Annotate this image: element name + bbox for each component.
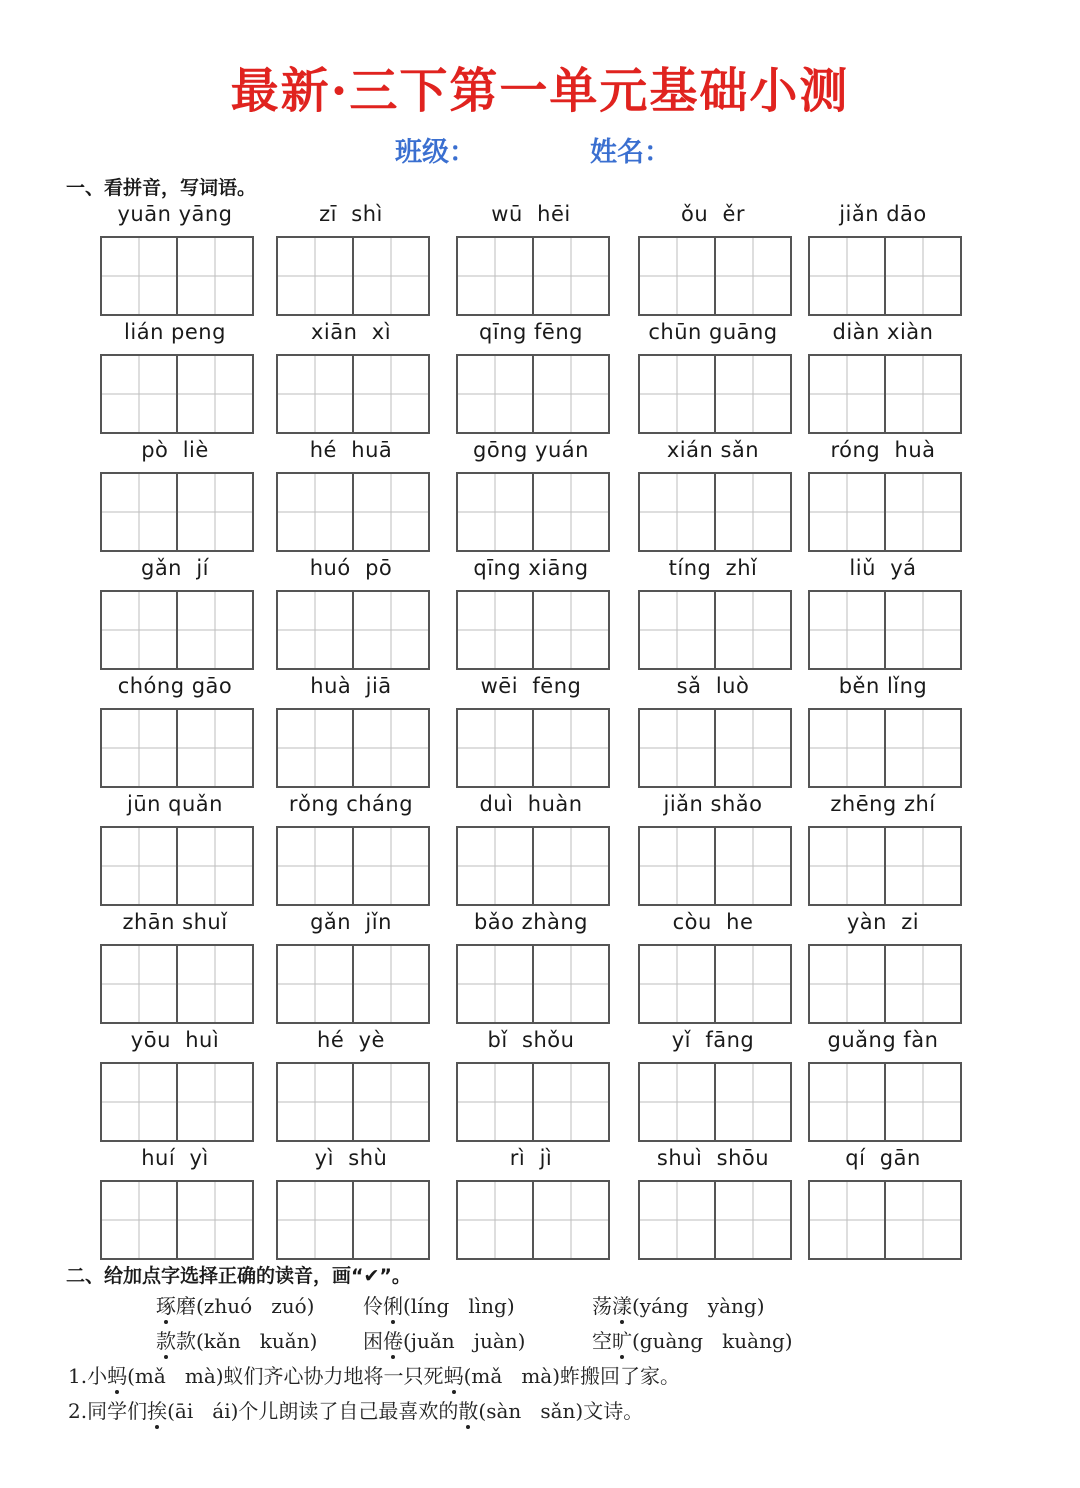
pinyin-label: hé huā bbox=[309, 438, 393, 462]
tianzige-box[interactable] bbox=[532, 1182, 608, 1258]
tianzige-box[interactable] bbox=[532, 1064, 608, 1140]
pinyin-label: xiān xì bbox=[310, 320, 392, 344]
tianzige-box[interactable] bbox=[884, 946, 960, 1022]
tianzige-box[interactable] bbox=[714, 474, 790, 550]
tianzige-box[interactable] bbox=[714, 356, 790, 432]
tianzige-boxes bbox=[638, 590, 792, 670]
tianzige-boxes bbox=[638, 1062, 792, 1142]
tianzige-boxes bbox=[100, 944, 254, 1024]
tianzige-box[interactable] bbox=[884, 474, 960, 550]
choice-item bbox=[363, 1290, 515, 1319]
choice-word-char: 空 bbox=[592, 1329, 612, 1353]
tianzige-box[interactable] bbox=[278, 1064, 352, 1140]
sentence-text: (mǎ mà)蚁们齐心协力地将一只死 bbox=[127, 1364, 444, 1388]
pinyin-label: huà jiā bbox=[310, 674, 392, 698]
dotted-char: 散 bbox=[458, 1399, 479, 1423]
tianzige-boxes bbox=[276, 708, 430, 788]
tianzige-boxes bbox=[276, 1062, 430, 1142]
choice-word-char: 俐 bbox=[383, 1294, 403, 1318]
tianzige-box[interactable] bbox=[102, 238, 176, 314]
tianzige-boxes bbox=[100, 1062, 254, 1142]
tianzige-box[interactable] bbox=[278, 946, 352, 1022]
choice-word-char: 荡 bbox=[592, 1294, 612, 1318]
tianzige-boxes bbox=[456, 944, 610, 1024]
tianzige-box[interactable] bbox=[810, 1182, 884, 1258]
tianzige-box[interactable] bbox=[884, 828, 960, 904]
choice-word-char: 倦 bbox=[383, 1329, 403, 1353]
pinyin-label: zī shì bbox=[319, 202, 383, 226]
pinyin-label: jūn quǎn bbox=[127, 792, 223, 816]
tianzige-box[interactable] bbox=[102, 946, 176, 1022]
tianzige-box[interactable] bbox=[278, 1182, 352, 1258]
choice-word-char: 款 bbox=[156, 1329, 176, 1353]
tianzige-box[interactable] bbox=[810, 710, 884, 786]
tianzige-boxes bbox=[638, 1180, 792, 1260]
tianzige-box[interactable] bbox=[810, 356, 884, 432]
pinyin-label: lián peng bbox=[124, 320, 226, 344]
tianzige-box[interactable] bbox=[884, 1182, 960, 1258]
pinyin-label: guǎng fàn bbox=[827, 1028, 939, 1052]
tianzige-boxes bbox=[456, 826, 610, 906]
section2-heading: 二、给加点字选择正确的读音，画“✔”。 bbox=[66, 1265, 411, 1287]
tianzige-box[interactable] bbox=[278, 356, 352, 432]
tianzige-box[interactable] bbox=[884, 710, 960, 786]
dotted-char: 挨 bbox=[147, 1399, 168, 1423]
tianzige-boxes bbox=[276, 354, 430, 434]
tianzige-box[interactable] bbox=[714, 238, 790, 314]
pinyin-label: liǔ yá bbox=[849, 556, 917, 580]
choice-word-char: 旷 bbox=[612, 1329, 632, 1353]
choice-options[interactable]: (zhuó zuó) bbox=[196, 1294, 315, 1318]
tianzige-boxes bbox=[808, 944, 962, 1024]
section1-heading: 一、看拼音，写词语。 bbox=[66, 177, 257, 199]
pinyin-label: qīng fēng bbox=[479, 320, 583, 344]
pinyin-label: còu he bbox=[672, 910, 754, 934]
tianzige-box[interactable] bbox=[458, 592, 532, 668]
tianzige-boxes bbox=[276, 826, 430, 906]
sentence-text: (āi ái)个儿朗读了自己最喜欢的 bbox=[167, 1399, 459, 1423]
tianzige-boxes bbox=[456, 1180, 610, 1260]
tianzige-box[interactable] bbox=[176, 356, 252, 432]
pinyin-label: jiǎn dāo bbox=[839, 202, 927, 226]
tianzige-box[interactable] bbox=[352, 828, 428, 904]
tianzige-box[interactable] bbox=[810, 946, 884, 1022]
tianzige-box[interactable] bbox=[458, 474, 532, 550]
choice-item bbox=[592, 1290, 765, 1319]
pinyin-label: yì shù bbox=[314, 1146, 388, 1170]
tianzige-box[interactable] bbox=[352, 238, 428, 314]
tianzige-box[interactable] bbox=[640, 710, 714, 786]
tianzige-boxes bbox=[638, 708, 792, 788]
tianzige-box[interactable] bbox=[640, 238, 714, 314]
choice-word-char: 困 bbox=[363, 1329, 383, 1353]
tianzige-box[interactable] bbox=[102, 356, 176, 432]
tianzige-boxes bbox=[808, 590, 962, 670]
tianzige-box[interactable] bbox=[102, 710, 176, 786]
tianzige-box[interactable] bbox=[176, 1182, 252, 1258]
tianzige-box[interactable] bbox=[640, 1064, 714, 1140]
tianzige-box[interactable] bbox=[278, 828, 352, 904]
tianzige-boxes bbox=[456, 236, 610, 316]
tianzige-box[interactable] bbox=[102, 828, 176, 904]
tianzige-box[interactable] bbox=[714, 710, 790, 786]
tianzige-boxes bbox=[276, 944, 430, 1024]
tianzige-box[interactable] bbox=[102, 474, 176, 550]
tianzige-box[interactable] bbox=[458, 828, 532, 904]
tianzige-box[interactable] bbox=[532, 710, 608, 786]
pinyin-label: běn lǐng bbox=[838, 674, 928, 698]
tianzige-box[interactable] bbox=[714, 828, 790, 904]
sentence-line bbox=[68, 1360, 680, 1389]
choice-options[interactable]: (kǎn kuǎn) bbox=[196, 1329, 318, 1353]
tianzige-box[interactable] bbox=[714, 592, 790, 668]
tianzige-box[interactable] bbox=[810, 1064, 884, 1140]
pinyin-label: jiǎn shǎo bbox=[663, 792, 763, 816]
tianzige-boxes bbox=[100, 708, 254, 788]
choice-item bbox=[592, 1325, 793, 1354]
tianzige-box[interactable] bbox=[884, 356, 960, 432]
tianzige-box[interactable] bbox=[810, 474, 884, 550]
pinyin-label: zhēng zhí bbox=[830, 792, 936, 816]
tianzige-box[interactable] bbox=[532, 592, 608, 668]
tianzige-boxes bbox=[638, 236, 792, 316]
tianzige-boxes bbox=[276, 472, 430, 552]
tianzige-boxes bbox=[456, 590, 610, 670]
tianzige-boxes bbox=[808, 236, 962, 316]
tianzige-boxes bbox=[638, 354, 792, 434]
choice-options[interactable]: (guàng kuàng) bbox=[632, 1329, 793, 1353]
pinyin-label: wū hēi bbox=[491, 202, 571, 226]
sentence-line bbox=[68, 1395, 643, 1424]
choice-item bbox=[156, 1290, 314, 1319]
tianzige-box[interactable] bbox=[352, 1182, 428, 1258]
tianzige-boxes bbox=[276, 590, 430, 670]
pinyin-label: qīng xiāng bbox=[473, 556, 589, 580]
tianzige-box[interactable] bbox=[810, 828, 884, 904]
tianzige-box[interactable] bbox=[458, 1182, 532, 1258]
pinyin-label: gōng yuán bbox=[473, 438, 589, 462]
pinyin-label: pò liè bbox=[141, 438, 209, 462]
pinyin-label: diàn xiàn bbox=[832, 320, 934, 344]
tianzige-box[interactable] bbox=[640, 592, 714, 668]
tianzige-boxes bbox=[456, 472, 610, 552]
tianzige-box[interactable] bbox=[532, 356, 608, 432]
tianzige-box[interactable] bbox=[278, 592, 352, 668]
tianzige-box[interactable] bbox=[352, 946, 428, 1022]
tianzige-boxes bbox=[456, 708, 610, 788]
pinyin-label: chóng gāo bbox=[117, 674, 233, 698]
tianzige-box[interactable] bbox=[352, 474, 428, 550]
tianzige-box[interactable] bbox=[458, 238, 532, 314]
tianzige-box[interactable] bbox=[458, 946, 532, 1022]
tianzige-boxes bbox=[808, 1180, 962, 1260]
tianzige-boxes bbox=[100, 1180, 254, 1260]
pinyin-label: yǐ fāng bbox=[671, 1028, 755, 1052]
tianzige-boxes bbox=[808, 472, 962, 552]
tianzige-boxes bbox=[638, 944, 792, 1024]
tianzige-box[interactable] bbox=[532, 474, 608, 550]
tianzige-boxes bbox=[808, 708, 962, 788]
pinyin-label: duì huàn bbox=[479, 792, 583, 816]
dotted-char: 蚂 bbox=[443, 1364, 464, 1388]
tianzige-box[interactable] bbox=[352, 592, 428, 668]
name-label: 姓名： bbox=[590, 137, 671, 168]
tianzige-box[interactable] bbox=[102, 1182, 176, 1258]
choice-options[interactable]: (juǎn juàn) bbox=[403, 1329, 526, 1353]
pinyin-label: zhān shuǐ bbox=[122, 910, 228, 934]
tianzige-box[interactable] bbox=[884, 1064, 960, 1140]
pinyin-label: rì jì bbox=[509, 1146, 553, 1170]
tianzige-box[interactable] bbox=[102, 592, 176, 668]
pinyin-label: róng huà bbox=[830, 438, 936, 462]
tianzige-box[interactable] bbox=[458, 1064, 532, 1140]
tianzige-box[interactable] bbox=[176, 238, 252, 314]
tianzige-boxes bbox=[100, 472, 254, 552]
pinyin-label: gǎn jǐn bbox=[310, 910, 392, 934]
tianzige-box[interactable] bbox=[278, 238, 352, 314]
choice-item bbox=[363, 1325, 525, 1354]
pinyin-label: ǒu ěr bbox=[680, 202, 746, 226]
class-label: 班级： bbox=[395, 137, 476, 168]
tianzige-box[interactable] bbox=[278, 474, 352, 550]
pinyin-label: yàn zi bbox=[846, 910, 920, 934]
tianzige-boxes bbox=[100, 826, 254, 906]
tianzige-box[interactable] bbox=[640, 946, 714, 1022]
pinyin-label: huó pō bbox=[309, 556, 393, 580]
pinyin-label: hé yè bbox=[317, 1028, 385, 1052]
tianzige-box[interactable] bbox=[176, 1064, 252, 1140]
pinyin-label: gǎn jí bbox=[140, 556, 210, 580]
dotted-char: 蚂 bbox=[107, 1364, 128, 1388]
tianzige-box[interactable] bbox=[532, 946, 608, 1022]
pinyin-label: shuì shōu bbox=[656, 1146, 770, 1170]
choice-word-char: 磨 bbox=[176, 1294, 196, 1318]
tianzige-boxes bbox=[276, 236, 430, 316]
tianzige-box[interactable] bbox=[176, 710, 252, 786]
tianzige-box[interactable] bbox=[640, 474, 714, 550]
tianzige-box[interactable] bbox=[352, 356, 428, 432]
sentence-text: (sàn sǎn)文诗。 bbox=[478, 1399, 644, 1423]
tianzige-box[interactable] bbox=[532, 238, 608, 314]
pinyin-label: qí gān bbox=[845, 1146, 921, 1170]
tianzige-box[interactable] bbox=[352, 1064, 428, 1140]
tianzige-box[interactable] bbox=[714, 1182, 790, 1258]
tianzige-boxes bbox=[100, 354, 254, 434]
sentence-text: 1.小 bbox=[68, 1364, 108, 1388]
worksheet-title: 最新·三下第一单元基础小测 bbox=[230, 63, 850, 119]
choice-word-char: 漾 bbox=[612, 1294, 632, 1318]
tianzige-box[interactable] bbox=[352, 710, 428, 786]
tianzige-box[interactable] bbox=[714, 946, 790, 1022]
pinyin-label: bǎo zhàng bbox=[473, 910, 589, 934]
pinyin-label: rǒng cháng bbox=[288, 792, 414, 816]
choice-word-char: 款 bbox=[176, 1329, 196, 1353]
tianzige-boxes bbox=[100, 236, 254, 316]
tianzige-box[interactable] bbox=[458, 356, 532, 432]
tianzige-box[interactable] bbox=[884, 238, 960, 314]
pinyin-label: huí yì bbox=[141, 1146, 209, 1170]
tianzige-box[interactable] bbox=[532, 828, 608, 904]
tianzige-box[interactable] bbox=[810, 592, 884, 668]
tianzige-box[interactable] bbox=[640, 356, 714, 432]
tianzige-box[interactable] bbox=[102, 1064, 176, 1140]
tianzige-boxes bbox=[456, 1062, 610, 1142]
tianzige-boxes bbox=[456, 354, 610, 434]
sentence-text: 2.同学们 bbox=[68, 1399, 148, 1423]
tianzige-box[interactable] bbox=[176, 592, 252, 668]
pinyin-label: tíng zhǐ bbox=[668, 556, 758, 580]
tianzige-box[interactable] bbox=[884, 592, 960, 668]
tianzige-boxes bbox=[100, 590, 254, 670]
pinyin-label: yuān yāng bbox=[117, 202, 233, 226]
tianzige-boxes bbox=[808, 826, 962, 906]
choice-item bbox=[156, 1325, 317, 1354]
choice-options[interactable]: (yáng yàng) bbox=[632, 1294, 765, 1318]
choice-word-char: 伶 bbox=[363, 1294, 383, 1318]
choice-options[interactable]: (líng lìng) bbox=[403, 1294, 515, 1318]
tianzige-box[interactable] bbox=[714, 1064, 790, 1140]
pinyin-label: xián sǎn bbox=[666, 438, 760, 462]
pinyin-label: sǎ luò bbox=[676, 674, 750, 698]
tianzige-box[interactable] bbox=[278, 710, 352, 786]
tianzige-boxes bbox=[808, 354, 962, 434]
pinyin-label: yōu huì bbox=[130, 1028, 220, 1052]
pinyin-label: wēi fēng bbox=[480, 674, 582, 698]
tianzige-boxes bbox=[638, 472, 792, 552]
tianzige-box[interactable] bbox=[458, 710, 532, 786]
tianzige-box[interactable] bbox=[640, 828, 714, 904]
sentence-text: (mǎ mà)蚱搬回了家。 bbox=[463, 1364, 681, 1388]
tianzige-boxes bbox=[276, 1180, 430, 1260]
tianzige-box[interactable] bbox=[176, 946, 252, 1022]
tianzige-box[interactable] bbox=[810, 238, 884, 314]
pinyin-label: chūn guāng bbox=[648, 320, 778, 344]
choice-word-char: 琢 bbox=[156, 1294, 176, 1318]
tianzige-boxes bbox=[808, 1062, 962, 1142]
tianzige-box[interactable] bbox=[176, 474, 252, 550]
tianzige-boxes bbox=[638, 826, 792, 906]
tianzige-box[interactable] bbox=[640, 1182, 714, 1258]
tianzige-box[interactable] bbox=[176, 828, 252, 904]
pinyin-label: bǐ shǒu bbox=[487, 1028, 575, 1052]
